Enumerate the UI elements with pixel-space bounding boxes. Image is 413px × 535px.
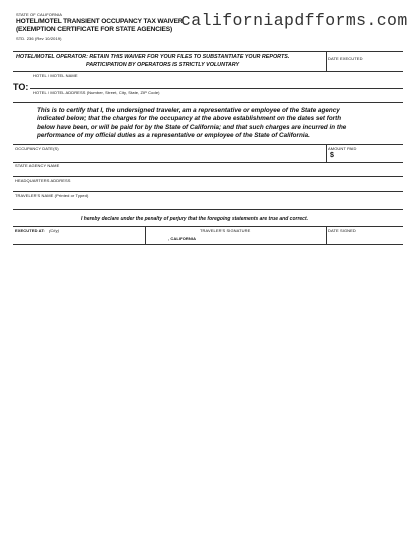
certification-line2: indicated below; that the charges for the occupancy at the above establishment on the dates set forth: [37, 115, 342, 123]
date-signed-label: DATE SIGNED: [328, 228, 356, 233]
city-label: (City): [49, 228, 60, 233]
occupancy-dates-label: OCCUPANCY DATE(S): [15, 146, 59, 151]
hq-address-label: HEADQUARTERS ADDRESS: [15, 178, 71, 183]
traveler-name-label: TRAVELER'S NAME (Printed or Typed): [15, 193, 89, 198]
certification-line4: performance of my official duties as a representative or employee of the State of California.: [37, 132, 310, 140]
hotel-name-label: HOTEL / MOTEL NAME: [33, 73, 78, 78]
california-suffix: , CALIFORNIA: [168, 236, 197, 241]
perjury-declaration: I hereby declare under the penalty of perjury that the foregoing statements are true and correct.: [81, 216, 308, 222]
watermark: californiapdfforms.com: [181, 11, 408, 30]
currency-symbol: $: [330, 152, 334, 159]
to-label: TO:: [13, 82, 29, 92]
traveler-signature-label: TRAVELER'S SIGNATURE: [200, 228, 251, 233]
amount-paid-label: AMOUNT PAID: [328, 146, 357, 151]
hotel-address-label: HOTEL / MOTEL ADDRESS (Number, Street, City, State, ZIP Code): [33, 90, 160, 95]
section-divider: [13, 226, 403, 227]
state-agency-label: STATE AGENCY NAME: [15, 163, 60, 168]
certification-statement: [37, 107, 346, 141]
section-divider: [13, 51, 403, 52]
occupancy-dates-field[interactable]: [13, 162, 403, 163]
field-divider: [326, 226, 327, 244]
certification-line3: below have been, or will be paid for by the State of California; and that such charges are incurred in the: [37, 123, 347, 131]
hq-address-field[interactable]: [13, 191, 403, 192]
field-divider: [326, 51, 327, 71]
hotel-address-field[interactable]: [13, 102, 403, 103]
operator-notice-line1: HOTEL/MOTEL OPERATOR: RETAIN THIS WAIVER FOR YOUR FILES TO SUBSTANTIATE YOUR REPORTS.: [16, 54, 290, 60]
form-title-line2: (EXEMPTION CERTIFICATE FOR STATE AGENCIES): [16, 26, 173, 33]
state-agency-field[interactable]: [13, 176, 403, 177]
operator-notice-line2: PARTICIPATION BY OPERATORS IS STRICTLY VOLUNTARY: [86, 62, 240, 68]
section-divider: [13, 144, 403, 145]
hotel-name-field[interactable]: [30, 88, 403, 89]
form-title-line1: HOTEL/MOTEL TRANSIENT OCCUPANCY TAX WAIVER: [16, 18, 183, 25]
section-divider: [13, 71, 403, 72]
form-number: STD. 236 (Rev 10/2019): [16, 36, 62, 41]
field-divider: [145, 226, 146, 244]
agency-name: STATE OF CALIFORNIA: [16, 12, 62, 17]
signature-field[interactable]: [13, 244, 403, 245]
traveler-name-field[interactable]: [13, 209, 403, 210]
executed-at-label: EXECUTED AT:: [15, 228, 45, 233]
field-divider: [326, 144, 327, 162]
date-executed-label: DATE EXECUTED: [328, 56, 363, 61]
certification-line1: This is to certify that I, the undersigned traveler, am a representative or employee of the State agency: [37, 107, 340, 114]
